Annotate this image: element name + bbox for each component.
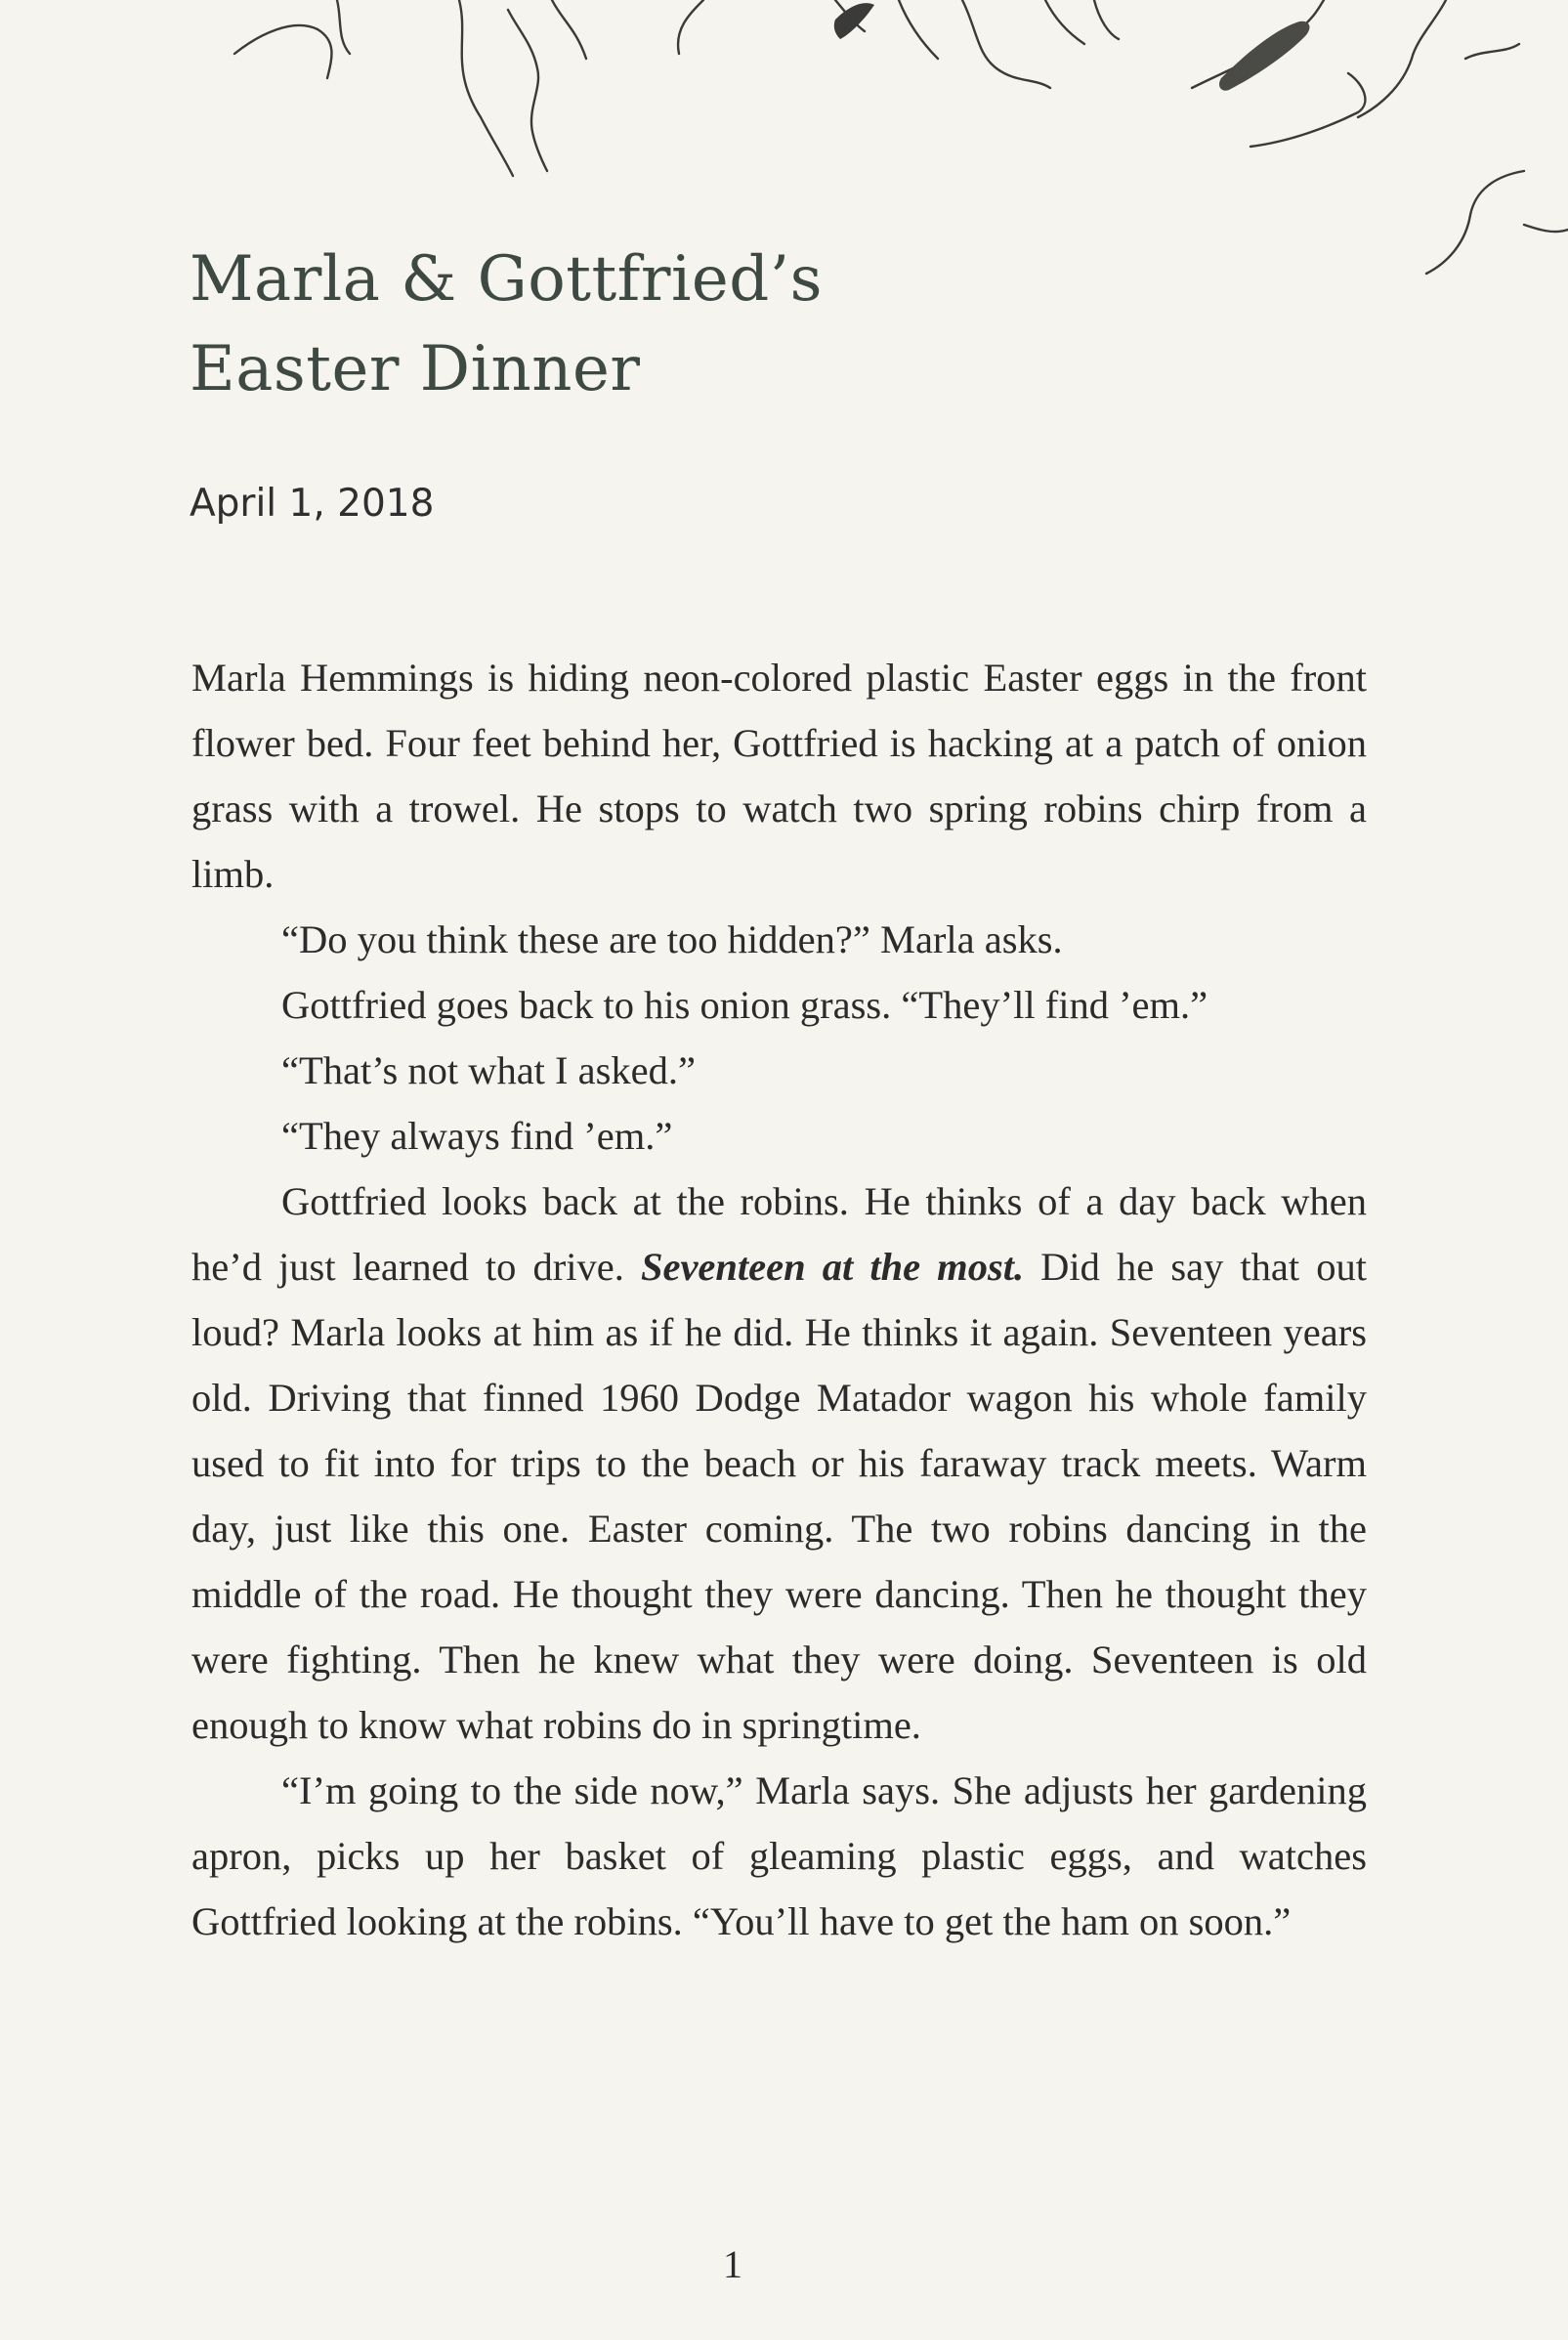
italic-emphasis: Seventeen at the most. (640, 1245, 1025, 1289)
chapter-date: April 1, 2018 (190, 482, 435, 526)
vine-stroke (1045, 0, 1084, 44)
chapter-title-line-1: Marla & Gottfried’s (190, 243, 823, 316)
leaf-shape (834, 3, 874, 39)
paragraph: “That’s not what I asked.” (281, 1048, 696, 1092)
vine-stroke (1524, 225, 1568, 232)
paragraph: Gottfried goes back to his onion grass. “They’ll find ’em.” (281, 983, 1208, 1027)
vine-stroke (552, 0, 586, 59)
paragraph (191, 1169, 1367, 1758)
vine-stroke (1358, 0, 1446, 117)
vine-stroke (459, 0, 513, 176)
chapter-body (191, 645, 1367, 1954)
vine-stroke (1465, 44, 1519, 59)
vine-stroke (1192, 0, 1324, 88)
vine-stroke (899, 0, 938, 59)
chapter-title (190, 234, 823, 414)
vine-stroke (1250, 73, 1365, 147)
paragraph: Marla Hemmings is hiding neon-colored plastic Easter eggs in the front flower bed. Four feet behind her, Gottfried is hacking at a patch of onion grass with a trowel. He stops to watch two spring robins chirp from a limb. (191, 656, 1367, 896)
vine-stroke (1426, 171, 1524, 274)
paragraph-text: Gottfried looks back at the robins. He thinks of a day back when he’d just learned to drive. (191, 1179, 1367, 1289)
chapter-title-line-2: Easter Dinner (190, 333, 641, 405)
paragraph-text: Did he say that out loud? Marla looks at him as if he did. He thinks it again. Seventeen years old. Driving that finned 1960 Dodge Matador wagon his whole family used to fit into for trips to the beach or his faraway track meets. Warm day, just like this one. Easter coming. The two robins dancing in the middle of the road. He thought they were dancing. Then he thought they were fighting. Then he knew what they were doing. Seventeen is old enough to know what robins do in springtime. (191, 1245, 1367, 1747)
vine-stroke (508, 10, 547, 171)
paragraph: “Do you think these are too hidden?” Marla asks. (281, 917, 1063, 961)
vine-stroke (234, 25, 331, 78)
paragraph: “They always find ’em.” (281, 1114, 673, 1158)
page-number: 1 (723, 2242, 742, 2286)
vine-stroke (962, 0, 1050, 88)
leaf-shape (1219, 21, 1309, 91)
vine-stroke (1094, 0, 1119, 39)
paragraph: “I’m going to the side now,” Marla says. She adjusts her gardening apron, picks up her basket of gleaming plastic eggs, and watches Gottfried looking at the robins. “You’ll have to get the ham on soon.” (191, 1768, 1367, 1943)
vine-stroke (678, 0, 703, 54)
vine-stroke (337, 0, 350, 54)
